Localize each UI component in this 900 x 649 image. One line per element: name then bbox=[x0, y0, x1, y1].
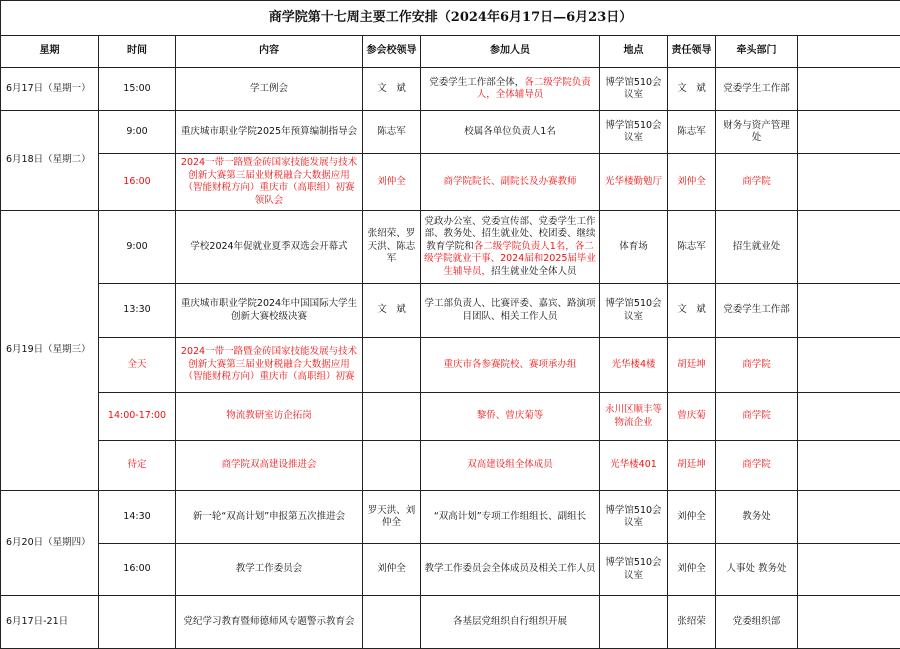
participants-text: 双高建设组全体成员 bbox=[467, 459, 553, 470]
school-leader-cell bbox=[363, 393, 421, 441]
table-row bbox=[1, 441, 900, 491]
content-cell: 学工例会 bbox=[176, 68, 363, 111]
blank-cell bbox=[798, 284, 900, 338]
content-cell: 重庆城市职业学院2025年预算编制指导会 bbox=[176, 111, 363, 154]
responsible-leader-cell: 陈志军 bbox=[668, 211, 716, 284]
location-cell: 永川区顺丰等物流企业 bbox=[600, 393, 668, 441]
participants-cell bbox=[421, 544, 600, 596]
school-leader-cell: 陈志军 bbox=[363, 111, 421, 154]
participants-cell bbox=[421, 154, 600, 211]
lead-dept-cell: 教务处 bbox=[716, 491, 798, 544]
participants-text: 各基层党组织自行组织开展 bbox=[453, 616, 567, 627]
participants-text: “双高计划”专项工作组组长、副组长 bbox=[434, 511, 586, 522]
responsible-leader-cell: 张绍荣 bbox=[668, 596, 716, 649]
participants-cell bbox=[421, 596, 600, 649]
table-row bbox=[1, 596, 900, 649]
school-leader-cell: 刘仲全 bbox=[363, 544, 421, 596]
header-content: 内容 bbox=[176, 36, 363, 68]
responsible-leader-cell: 刘仲全 bbox=[668, 544, 716, 596]
content-cell: 2024一带一路暨金砖国家技能发展与技术创新大赛第三届业财税融合大数据应用（智能财税方向）重庆市（高职组）初赛领队会 bbox=[176, 154, 363, 211]
location-cell: 光华楼401 bbox=[600, 441, 668, 491]
responsible-leader-cell: 曾庆菊 bbox=[668, 393, 716, 441]
header-blank bbox=[798, 36, 900, 68]
date-cell: 6月17日-21日 bbox=[1, 596, 99, 649]
date-cell: 6月18日（星期二） bbox=[1, 111, 99, 211]
lead-dept-cell: 招生就业处 bbox=[716, 211, 798, 284]
header-weekday: 星期 bbox=[1, 36, 99, 68]
blank-cell bbox=[798, 154, 900, 211]
school-leader-cell bbox=[363, 596, 421, 649]
participants-text: 各二级学院负责人1名，各二级学院就业干事、2024届和2025届毕业生辅导员， bbox=[424, 241, 596, 277]
participants-text: 各二级学院负责人，全体辅导员 bbox=[477, 77, 591, 101]
page-title: 商学院第十七周主要工作安排（2024年6月17日—6月23日） bbox=[1, 1, 900, 36]
table-row bbox=[1, 211, 900, 284]
header-participants: 参加人员 bbox=[421, 36, 600, 68]
header-lead-dept: 牵头部门 bbox=[716, 36, 798, 68]
time-cell: 全天 bbox=[99, 338, 176, 393]
content-cell: 教学工作委员会 bbox=[176, 544, 363, 596]
header-school-leader: 参会校领导 bbox=[363, 36, 421, 68]
time-cell: 16:00 bbox=[99, 544, 176, 596]
participants-cell bbox=[421, 441, 600, 491]
content-cell: 党纪学习教育暨师德师风专题警示教育会 bbox=[176, 596, 363, 649]
location-cell: 博学馆510会议室 bbox=[600, 111, 668, 154]
time-cell: 16:00 bbox=[99, 154, 176, 211]
participants-text: 重庆市各参赛院校、赛项承办组 bbox=[443, 359, 576, 370]
lead-dept-cell: 商学院 bbox=[716, 393, 798, 441]
blank-cell bbox=[798, 544, 900, 596]
blank-cell bbox=[798, 491, 900, 544]
participants-text: 党委学生工作部全体， bbox=[429, 77, 524, 88]
header-time: 时间 bbox=[99, 36, 176, 68]
location-cell: 光华楼勤勉厅 bbox=[600, 154, 668, 211]
lead-dept-cell: 党委组织部 bbox=[716, 596, 798, 649]
responsible-leader-cell: 文 斌 bbox=[668, 68, 716, 111]
school-leader-cell: 刘仲全 bbox=[363, 154, 421, 211]
header-location: 地点 bbox=[600, 36, 668, 68]
time-cell bbox=[99, 596, 176, 649]
participants-text: 党政办公室、党委宣传部、党委学生工作部、教务处、招生就业处、校团委、继续教育学院和 bbox=[424, 216, 595, 252]
blank-cell bbox=[798, 68, 900, 111]
time-cell: 待定 bbox=[99, 441, 176, 491]
participants-cell bbox=[421, 111, 600, 154]
lead-dept-cell: 财务与资产管理处 bbox=[716, 111, 798, 154]
responsible-leader-cell: 文 斌 bbox=[668, 284, 716, 338]
blank-cell bbox=[798, 596, 900, 649]
school-leader-cell bbox=[363, 338, 421, 393]
school-leader-cell: 张绍荣、罗天洪、陈志军 bbox=[363, 211, 421, 284]
participants-cell bbox=[421, 338, 600, 393]
content-cell: 重庆城市职业学院2024年中国国际大学生创新大赛校级决赛 bbox=[176, 284, 363, 338]
table-row bbox=[1, 491, 900, 544]
content-cell: 商学院双高建设推进会 bbox=[176, 441, 363, 491]
participants-text: 商学院院长、副院长及办赛教师 bbox=[443, 176, 576, 187]
participants-cell bbox=[421, 211, 600, 284]
table-row bbox=[1, 544, 900, 596]
table-row bbox=[1, 393, 900, 441]
table-row bbox=[1, 154, 900, 211]
school-leader-cell: 文 斌 bbox=[363, 284, 421, 338]
participants-text: 教学工作委员会全体成员及相关工作人员 bbox=[424, 563, 595, 574]
school-leader-cell bbox=[363, 441, 421, 491]
content-cell: 学校2024年促就业夏季双选会开幕式 bbox=[176, 211, 363, 284]
content-cell: 物流教研室访企拓岗 bbox=[176, 393, 363, 441]
time-cell: 9:00 bbox=[99, 111, 176, 154]
date-cell: 6月19日（星期三） bbox=[1, 211, 99, 491]
lead-dept-cell: 党委学生工作部 bbox=[716, 68, 798, 111]
header-responsible-leader: 责任领导 bbox=[668, 36, 716, 68]
lead-dept-cell: 商学院 bbox=[716, 441, 798, 491]
participants-text: 学工部负责人、比赛评委、嘉宾、路演项目团队、相关工作人员 bbox=[424, 298, 595, 322]
responsible-leader-cell: 胡廷坤 bbox=[668, 441, 716, 491]
location-cell: 光华楼4楼 bbox=[600, 338, 668, 393]
table-row bbox=[1, 284, 900, 338]
location-cell: 博学馆510会议室 bbox=[600, 68, 668, 111]
participants-cell bbox=[421, 68, 600, 111]
participants-text: 黎侨、曾庆菊等 bbox=[477, 410, 544, 421]
table-row bbox=[1, 338, 900, 393]
location-cell: 博学馆510会议室 bbox=[600, 284, 668, 338]
blank-cell bbox=[798, 393, 900, 441]
location-cell bbox=[600, 596, 668, 649]
location-cell: 体育场 bbox=[600, 211, 668, 284]
responsible-leader-cell: 胡廷坤 bbox=[668, 338, 716, 393]
time-cell: 9:00 bbox=[99, 211, 176, 284]
date-cell: 6月17日（星期一） bbox=[1, 68, 99, 111]
participants-cell bbox=[421, 491, 600, 544]
blank-cell bbox=[798, 211, 900, 284]
location-cell: 博学馆510会议室 bbox=[600, 491, 668, 544]
lead-dept-cell: 商学院 bbox=[716, 338, 798, 393]
table-row bbox=[1, 111, 900, 154]
responsible-leader-cell: 刘仲全 bbox=[668, 154, 716, 211]
school-leader-cell: 文 斌 bbox=[363, 68, 421, 111]
time-cell: 14:00-17:00 bbox=[99, 393, 176, 441]
participants-cell bbox=[421, 393, 600, 441]
time-cell: 13:30 bbox=[99, 284, 176, 338]
participants-cell bbox=[421, 284, 600, 338]
participants-text: 校属各单位负责人1名 bbox=[464, 126, 556, 137]
time-cell: 15:00 bbox=[99, 68, 176, 111]
table-row bbox=[1, 68, 900, 111]
school-leader-cell: 罗天洪、刘仲全 bbox=[363, 491, 421, 544]
responsible-leader-cell: 陈志军 bbox=[668, 111, 716, 154]
date-cell: 6月20日（星期四） bbox=[1, 491, 99, 596]
content-cell: 新一轮“双高计划”申报第五次推进会 bbox=[176, 491, 363, 544]
responsible-leader-cell: 刘仲全 bbox=[668, 491, 716, 544]
location-cell: 博学馆510会议室 bbox=[600, 544, 668, 596]
blank-cell bbox=[798, 111, 900, 154]
blank-cell bbox=[798, 338, 900, 393]
time-cell: 14:30 bbox=[99, 491, 176, 544]
lead-dept-cell: 商学院 bbox=[716, 154, 798, 211]
lead-dept-cell: 党委学生工作部 bbox=[716, 284, 798, 338]
lead-dept-cell: 人事处 教务处 bbox=[716, 544, 798, 596]
blank-cell bbox=[798, 441, 900, 491]
participants-text: 招生就业处全体人员 bbox=[491, 266, 577, 277]
content-cell: 2024一带一路暨金砖国家技能发展与技术创新大赛第三届业财税融合大数据应用（智能财税方向）重庆市（高职组）初赛 bbox=[176, 338, 363, 393]
